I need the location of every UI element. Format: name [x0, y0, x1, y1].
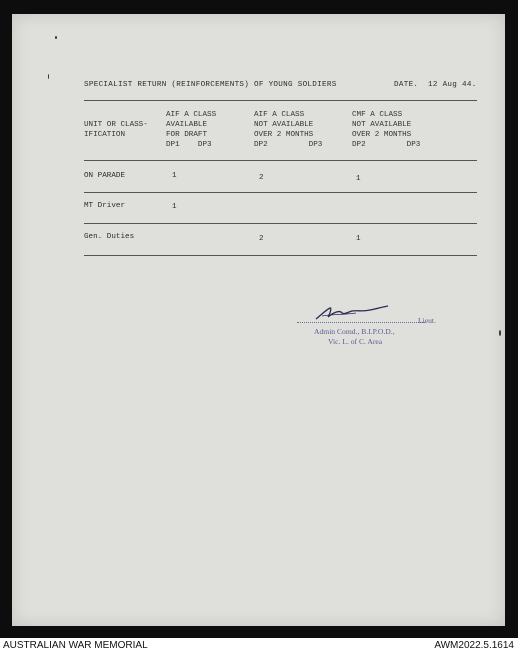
row-aif-available: 1 [172, 203, 177, 211]
row-rule [84, 255, 477, 256]
title-rule [84, 100, 477, 101]
footer-id: AWM2022.5.1614 [434, 640, 514, 651]
row-rule [84, 223, 477, 224]
paper-speck [55, 36, 57, 39]
document-page [12, 14, 505, 626]
row-unit: Gen. Duties [84, 233, 135, 241]
paper-speck [499, 330, 501, 336]
paper-speck [48, 74, 49, 79]
signature-dotted-line [297, 322, 425, 323]
header-aif-available: AIF A CLASS AVAILABLE FOR DRAFT DP1 DP3 [166, 111, 217, 149]
stamp-line-2: Vic. L. of C. Area [328, 337, 383, 346]
row-aif-available: 1 [172, 172, 177, 180]
row-cmf-not-available: 1 [356, 235, 361, 243]
header-rule [84, 160, 477, 161]
row-cmf-not-available: 1 [356, 175, 361, 183]
header-unit: UNIT OR CLASS- IFICATION [84, 121, 148, 139]
stamp-line-1: Admin Comd., B.I.P.O.D., [314, 327, 395, 336]
row-aif-not-available: 2 [259, 174, 264, 182]
header-aif-not-available: AIF A CLASS NOT AVAILABLE OVER 2 MONTHS DP2 DP3 [254, 111, 323, 149]
stamp-rank: Lieut. [418, 316, 436, 325]
return-title: SPECIALIST RETURN (REINFORCEMENTS) OF YOUNG SOLDIERS [84, 81, 337, 89]
date-label: DATE. [394, 81, 419, 89]
signature [312, 302, 392, 324]
row-unit: MT Driver [84, 202, 126, 210]
row-aif-not-available: 2 [259, 235, 264, 243]
row-unit: ON PARADE [84, 172, 126, 180]
date-value: 12 Aug 44. [428, 81, 477, 89]
footer-source: AUSTRALIAN WAR MEMORIAL [3, 640, 148, 651]
row-rule [84, 192, 477, 193]
header-cmf-not-available: CMF A CLASS NOT AVAILABLE OVER 2 MONTHS DP2 DP3 [352, 111, 421, 149]
